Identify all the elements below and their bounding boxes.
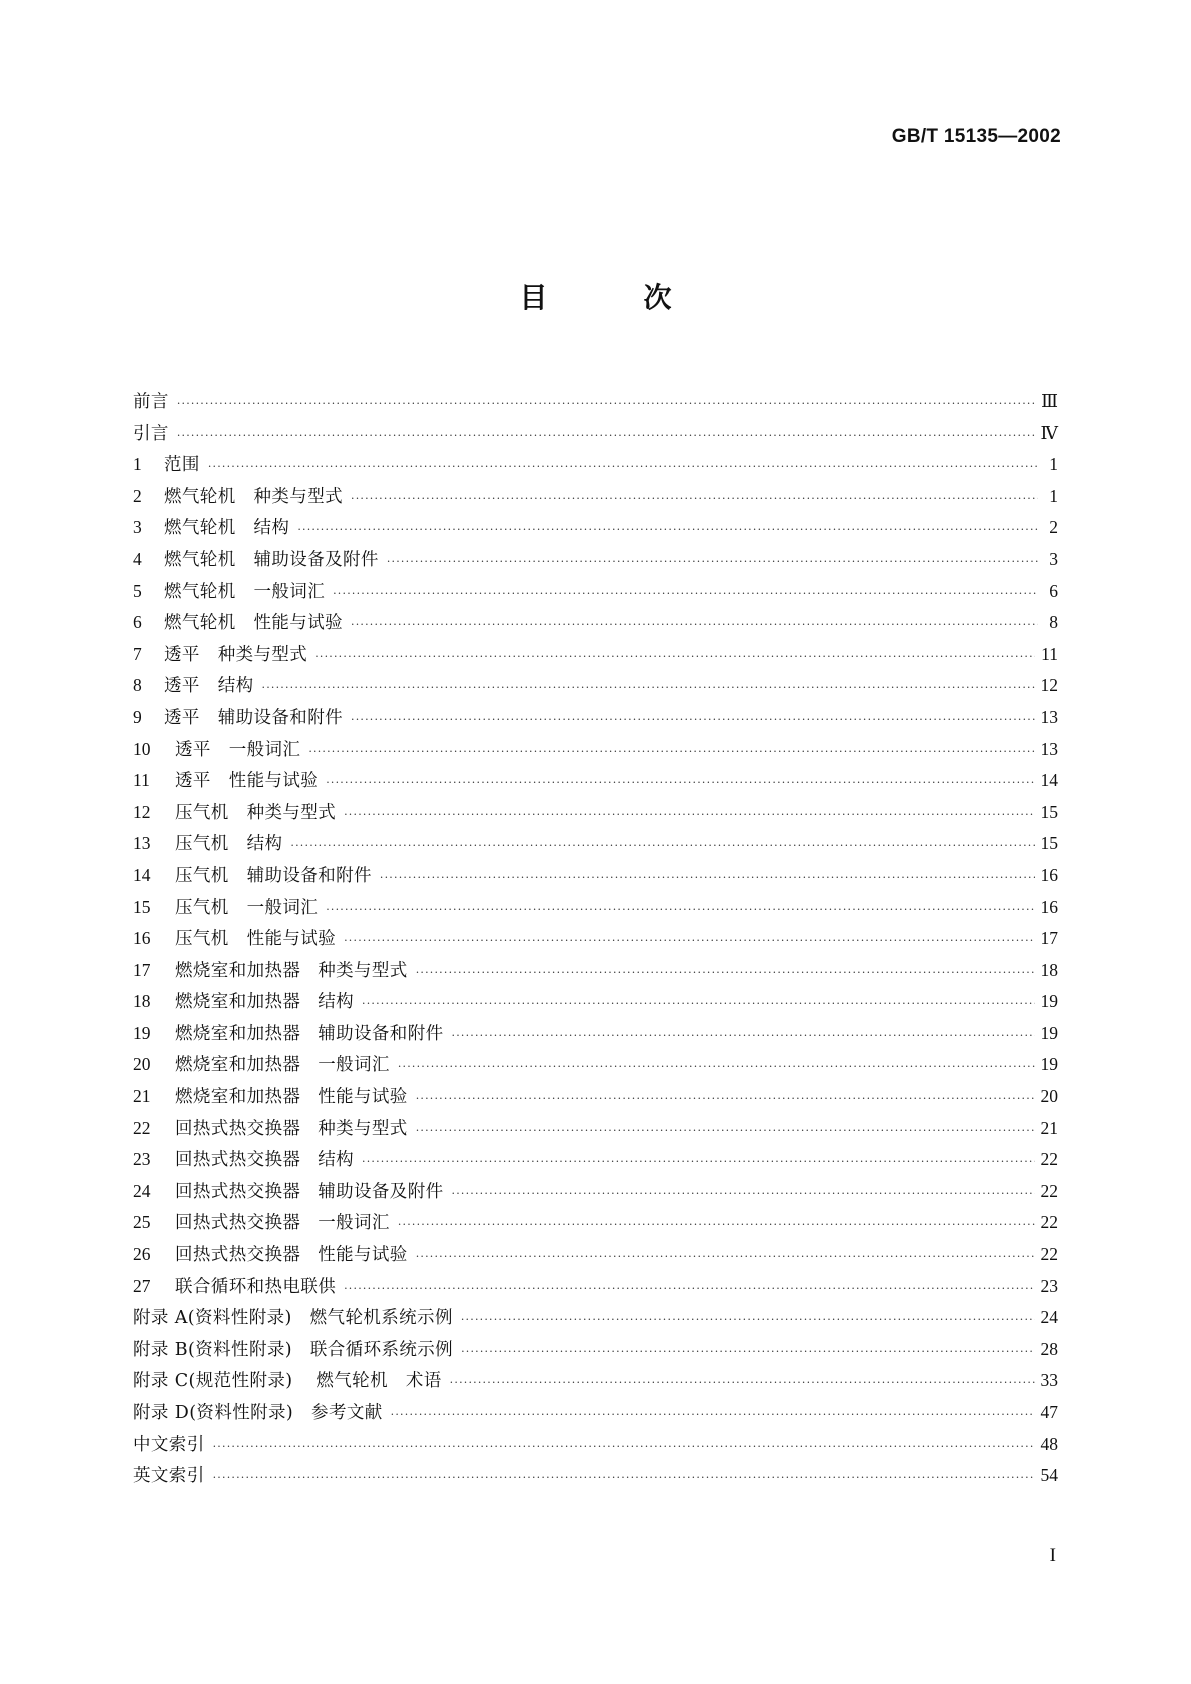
toc-entry-number: 13: [133, 833, 151, 854]
toc-entry-page: Ⅳ: [1040, 422, 1058, 443]
toc-entry-page: 21: [1040, 1117, 1058, 1138]
toc-entry-page: 8: [1049, 612, 1058, 633]
toc-entry[interactable]: [133, 1302, 1058, 1334]
toc-entry-page: 17: [1040, 928, 1058, 949]
toc-entry-title: 压气机 辅助设备和附件: [175, 865, 372, 886]
toc-dot-leader: [326, 767, 1034, 799]
toc-entry-page: 2: [1049, 517, 1058, 538]
toc-entry-page: 6: [1049, 580, 1058, 601]
toc-entry[interactable]: [133, 670, 1058, 702]
toc-entry-number: 27: [133, 1275, 151, 1296]
toc-entry-title: 回热式热交换器 结构: [175, 1150, 354, 1171]
toc-entry-page: 16: [1040, 896, 1058, 917]
toc-dot-leader: [398, 1209, 1035, 1241]
toc-entry-page: 22: [1040, 1244, 1058, 1265]
toc-entry-title: 压气机 性能与试验: [175, 929, 337, 950]
toc-entry[interactable]: [133, 1176, 1058, 1208]
toc-entry-title: 燃烧室和加热器 辅助设备和附件: [175, 1023, 444, 1044]
toc-entry-number: 23: [133, 1149, 151, 1170]
toc-entry[interactable]: [133, 386, 1058, 418]
toc-entry[interactable]: [133, 576, 1058, 608]
toc-entry-number: 5: [133, 580, 142, 601]
toc-entry-page: 19: [1040, 1022, 1058, 1043]
toc-entry-title: 回热式热交换器 种类与型式: [175, 1118, 408, 1139]
toc-entry-number: 19: [133, 1022, 151, 1043]
toc-entry-title: 燃气轮机 辅助设备及附件: [164, 549, 379, 570]
toc-entry-page: 23: [1040, 1275, 1058, 1296]
toc-entry-title: 附录 A(资料性附录) 燃气轮机系统示例: [133, 1308, 453, 1329]
toc-entry-page: 22: [1040, 1149, 1058, 1170]
toc-entry-number: 14: [133, 864, 151, 885]
toc-dot-leader: [290, 830, 1034, 862]
toc-dot-leader: [351, 483, 1038, 515]
toc-dot-leader: [452, 1178, 1035, 1210]
toc-entry-title: 燃烧室和加热器 性能与试验: [175, 1087, 408, 1108]
toc-dot-leader: [351, 704, 1035, 736]
toc-entry[interactable]: [133, 828, 1058, 860]
table-of-contents: [133, 386, 1058, 1492]
toc-dot-leader: [297, 514, 1038, 546]
toc-dot-leader: [333, 578, 1038, 610]
toc-entry[interactable]: [133, 639, 1058, 671]
page-number: I: [1049, 1545, 1056, 1566]
toc-entry-number: 17: [133, 959, 151, 980]
toc-entry-page: 22: [1040, 1180, 1058, 1201]
toc-dot-leader: [391, 1399, 1035, 1431]
toc-dot-leader: [213, 1431, 1035, 1463]
toc-entry-title: 压气机 种类与型式: [175, 802, 337, 823]
toc-entry-page: 20: [1040, 1086, 1058, 1107]
toc-entry-title: 透平 一般词汇: [175, 739, 301, 760]
toc-entry-number: 15: [133, 896, 151, 917]
toc-entry-page: 13: [1040, 738, 1058, 759]
toc-entry-number: 10: [133, 738, 151, 759]
toc-dot-leader: [416, 1115, 1035, 1147]
toc-entry[interactable]: [133, 986, 1058, 1018]
toc-entry-page: 47: [1040, 1402, 1058, 1422]
toc-entry[interactable]: [133, 955, 1058, 987]
toc-entry-number: 9: [133, 706, 142, 727]
toc-dot-leader: [380, 862, 1035, 894]
toc-entry-number: 6: [133, 612, 142, 633]
toc-dot-leader: [461, 1336, 1034, 1368]
toc-entry-page: 33: [1040, 1370, 1058, 1391]
toc-entry-number: 2: [133, 485, 142, 506]
toc-entry[interactable]: [133, 923, 1058, 955]
toc-entry-number: 11: [133, 770, 150, 791]
toc-entry-title: 中文索引: [133, 1434, 205, 1455]
toc-entry-number: 21: [133, 1086, 151, 1107]
toc-entry-page: 54: [1040, 1465, 1058, 1486]
toc-entry-number: 1: [133, 454, 142, 475]
toc-entry-title: 燃气轮机 性能与试验: [164, 613, 343, 634]
toc-entry-page: 12: [1040, 675, 1058, 696]
toc-entry-number: 12: [133, 801, 151, 822]
toc-entry[interactable]: [133, 765, 1058, 797]
toc-entry[interactable]: [133, 1429, 1058, 1461]
toc-entry[interactable]: [133, 544, 1058, 576]
toc-dot-leader: [387, 546, 1038, 578]
toc-dot-leader: [416, 1083, 1035, 1115]
toc-entry-page: 1: [1049, 454, 1058, 475]
toc-entry-number: 18: [133, 991, 151, 1012]
toc-entry[interactable]: [133, 1460, 1058, 1492]
toc-entry-number: 20: [133, 1054, 151, 1075]
toc-dot-leader: [398, 1051, 1035, 1083]
toc-dot-leader: [416, 1241, 1035, 1273]
toc-dot-leader: [213, 1462, 1035, 1494]
toc-entry-page: 3: [1049, 548, 1058, 569]
toc-entry-title: 前言: [133, 392, 169, 412]
toc-entry-title: 联合循环和热电联供: [175, 1276, 337, 1297]
toc-entry[interactable]: [133, 1049, 1058, 1081]
toc-entry[interactable]: [133, 1271, 1058, 1303]
toc-dot-leader: [452, 1020, 1035, 1052]
toc-dot-leader: [308, 736, 1034, 768]
toc-entry-number: 22: [133, 1117, 151, 1138]
toc-entry-page: 16: [1040, 864, 1058, 885]
toc-entry[interactable]: [133, 1397, 1058, 1429]
toc-entry-number: 24: [133, 1180, 151, 1201]
toc-entry-title: 附录 B(资料性附录) 联合循环系统示例: [133, 1339, 454, 1360]
toc-entry-title: 燃气轮机 结构: [164, 518, 290, 539]
toc-entry-title: 附录 C(规范性附录) 燃气轮机 术语: [133, 1371, 442, 1392]
toc-entry[interactable]: [133, 860, 1058, 892]
toc-entry-page: 18: [1040, 959, 1058, 980]
toc-entry-number: 3: [133, 517, 142, 538]
toc-entry-page: 22: [1040, 1212, 1058, 1233]
standard-code: GB/T 15135—2002: [891, 126, 1061, 147]
toc-entry[interactable]: [133, 418, 1058, 450]
toc-entry-title: 燃气轮机 一般词汇: [164, 581, 326, 602]
toc-entry-number: 25: [133, 1212, 151, 1233]
toc-entry[interactable]: [133, 892, 1058, 924]
toc-entry-title: 压气机 一般词汇: [175, 897, 319, 918]
toc-entry-title: 燃烧室和加热器 一般词汇: [175, 1055, 390, 1076]
toc-entry-title: 附录 D(资料性附录) 参考文献: [133, 1403, 383, 1423]
toc-dot-leader: [450, 1367, 1035, 1399]
toc-entry-title: 回热式热交换器 辅助设备及附件: [175, 1181, 444, 1202]
toc-entry[interactable]: [133, 702, 1058, 734]
toc-dot-leader: [344, 925, 1034, 957]
toc-dot-leader: [177, 388, 1035, 420]
toc-entry-page: 14: [1040, 770, 1058, 791]
toc-dot-leader: [362, 988, 1035, 1020]
toc-entry[interactable]: [133, 1239, 1058, 1271]
toc-entry[interactable]: [133, 734, 1058, 766]
toc-entry-number: 4: [133, 548, 142, 569]
toc-entry-page: 13: [1040, 706, 1058, 727]
toc-entry[interactable]: [133, 449, 1058, 481]
toc-entry-page: 15: [1040, 833, 1058, 854]
toc-entry[interactable]: [133, 512, 1058, 544]
toc-entry-title: 范围: [164, 455, 200, 476]
toc-entry[interactable]: [133, 607, 1058, 639]
toc-dot-leader: [262, 672, 1035, 704]
toc-dot-leader: [208, 451, 1038, 483]
toc-entry[interactable]: [133, 1365, 1058, 1397]
toc-dot-leader: [344, 799, 1034, 831]
toc-entry-title: 燃气轮机 种类与型式: [164, 486, 343, 507]
toc-entry-title: 燃烧室和加热器 种类与型式: [175, 960, 408, 981]
toc-entry[interactable]: [133, 797, 1058, 829]
toc-entry-title: 压气机 结构: [175, 834, 283, 855]
toc-entry-title: 英文索引: [133, 1466, 205, 1487]
toc-entry-title: 燃烧室和加热器 结构: [175, 992, 354, 1013]
toc-entry-title: 透平 种类与型式: [164, 644, 308, 665]
toc-entry[interactable]: [133, 1207, 1058, 1239]
toc-dot-leader: [362, 1146, 1035, 1178]
toc-entry-number: 26: [133, 1244, 151, 1265]
toc-entry-number: 7: [133, 643, 142, 664]
toc-entry[interactable]: [133, 481, 1058, 513]
toc-entry-title: 回热式热交换器 性能与试验: [175, 1245, 408, 1266]
toc-entry-page: Ⅲ: [1041, 391, 1058, 411]
toc-entry-page: 15: [1040, 801, 1058, 822]
toc-entry-page: 19: [1040, 991, 1058, 1012]
toc-entry-page: 1: [1049, 485, 1058, 506]
toc-dot-leader: [177, 420, 1035, 452]
toc-entry-title: 引言: [133, 423, 169, 444]
toc-entry[interactable]: [133, 1334, 1058, 1366]
toc-dot-leader: [461, 1304, 1035, 1336]
toc-entry-page: 48: [1040, 1433, 1058, 1454]
toc-entry-title: 透平 性能与试验: [175, 771, 319, 792]
toc-entry-page: 24: [1040, 1307, 1058, 1328]
toc-entry-page: 19: [1040, 1054, 1058, 1075]
toc-dot-leader: [344, 1273, 1034, 1305]
toc-entry-number: 8: [133, 675, 142, 696]
toc-entry-title: 透平 辅助设备和附件: [164, 707, 343, 728]
toc-entry-title: 回热式热交换器 一般词汇: [175, 1213, 390, 1234]
toc-entry-page: 11: [1041, 643, 1058, 664]
toc-entry[interactable]: [133, 1113, 1058, 1145]
toc-entry[interactable]: [133, 1018, 1058, 1050]
toc-dot-leader: [351, 609, 1038, 641]
toc-entry-title: 透平 结构: [164, 676, 254, 697]
toc-dot-leader: [416, 957, 1035, 989]
toc-dot-leader: [315, 641, 1035, 673]
toc-entry[interactable]: [133, 1081, 1058, 1113]
toc-dot-leader: [326, 894, 1034, 926]
toc-entry-number: 16: [133, 928, 151, 949]
toc-entry[interactable]: [133, 1144, 1058, 1176]
toc-entry-page: 28: [1040, 1338, 1058, 1359]
page-title: 目次: [519, 281, 768, 314]
